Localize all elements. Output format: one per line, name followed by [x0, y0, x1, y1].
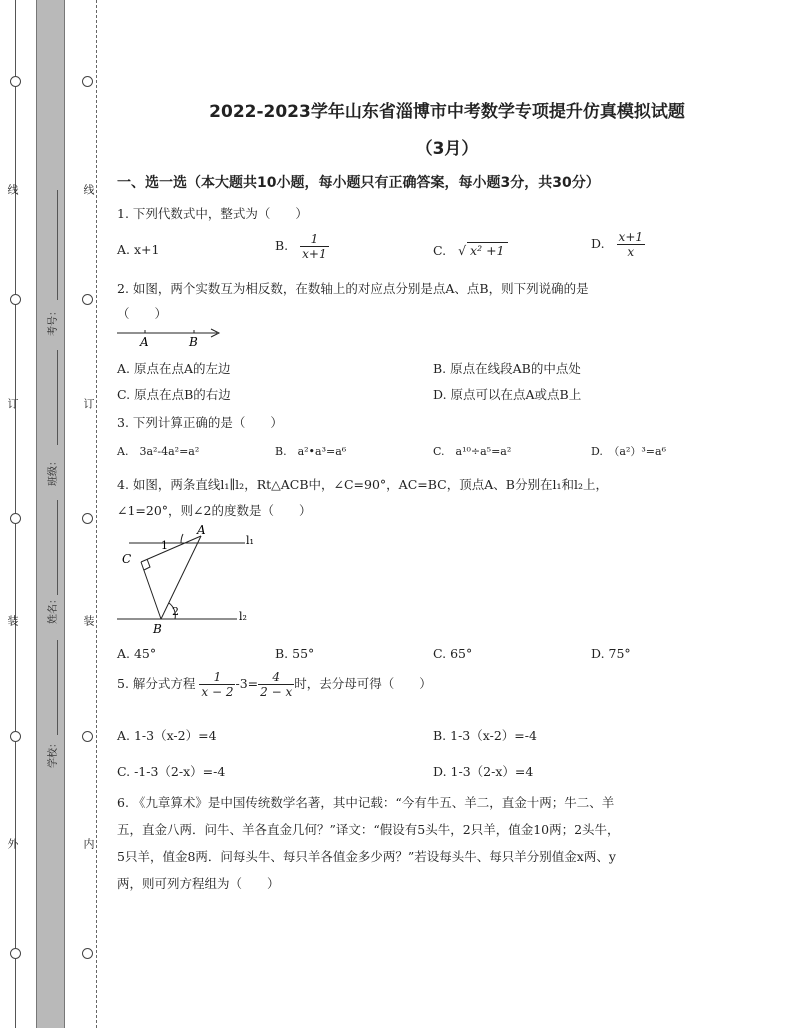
stem-text: 5. 解分式方程: [117, 676, 196, 691]
binding-hole: [82, 513, 93, 524]
vertex-label-a: A: [197, 523, 206, 537]
fraction: [617, 230, 645, 259]
page-title: 2022-2023学年山东省淄博市中考数学专项提升仿真模拟试题: [209, 102, 685, 122]
q4-option-d: D. 75°: [591, 646, 631, 661]
margin-label: 装: [6, 615, 19, 626]
question-6-line: 5只羊，值金8两．问每头牛、每只羊各值金多少两？”若设每头牛、每只羊分别值金x两、y: [117, 849, 616, 864]
q4-option-c: C. 65°: [433, 646, 473, 661]
question-5-stem: [117, 670, 432, 699]
class-blank[interactable]: [57, 350, 58, 445]
point-label-b: B: [189, 335, 198, 349]
fraction: [199, 670, 235, 699]
fraction: [258, 670, 294, 699]
denominator: 2 − x: [260, 685, 293, 699]
option-label: D.: [591, 236, 605, 251]
q1-option-a: A. x+1: [117, 242, 160, 257]
binding-hole: [10, 948, 21, 959]
q4-option-b: B. 55°: [275, 646, 315, 661]
binding-hole: [10, 294, 21, 305]
stem-text: -3=: [235, 676, 259, 691]
q2-option-a: A. 原点在点A的左边: [117, 361, 231, 376]
side-cb: [141, 562, 161, 619]
numerator: 1: [199, 670, 235, 685]
binding-hole: [82, 948, 93, 959]
margin-label: 线: [6, 184, 19, 195]
angle-2-label: 2: [172, 605, 179, 618]
q3-option-a: A. 3a²-4a²=a²: [117, 445, 200, 458]
binding-hole: [82, 294, 93, 305]
q2-option-c: C. 原点在点B的右边: [117, 387, 231, 402]
q5-option-b: B. 1-3（x-2）=-4: [433, 728, 537, 743]
margin-label: 订: [6, 398, 19, 409]
point-label-a: A: [140, 335, 149, 349]
q3-option-b: B. a²•a³=a⁶: [275, 445, 347, 458]
line-label-l1: l₁: [246, 534, 254, 547]
option-label: C.: [433, 243, 447, 258]
binding-hole: [10, 513, 21, 524]
q2-option-b: B. 原点在线段AB的中点处: [433, 361, 581, 376]
sqrt-symbol: √: [458, 243, 467, 258]
class-label: 班级：: [48, 456, 59, 486]
margin-label: 线: [82, 184, 95, 195]
margin-label: 装: [82, 615, 95, 626]
q3-option-d: D. （a²）³=a⁶: [591, 445, 666, 458]
q5-option-a: A. 1-3（x-2）=4: [117, 728, 217, 743]
q4-option-a: A. 45°: [117, 646, 157, 661]
section-heading: 一、选一选（本大题共10小题，每小题只有正确答案，每小题3分，共30分）: [117, 175, 600, 191]
question-6-line: 6. 《九章算术》是中国传统数学名著，其中记载：“今有牛五、羊二，直金十两；牛二、羊: [117, 795, 615, 810]
question-2-stem: 2. 如图，两个实数互为相反数，在数轴上的对应点分别是点A、点B，则下列说确的是: [117, 281, 589, 296]
name-blank[interactable]: [57, 500, 58, 595]
angle-1-arc: [181, 534, 183, 543]
q3-option-c: C. a¹⁰÷a⁵=a²: [433, 445, 512, 458]
denominator: x+1: [302, 247, 327, 261]
question-2-stem-cont: （ ）: [117, 306, 168, 321]
q1-option-c: [433, 242, 508, 258]
exam-number-label: 考号：: [48, 306, 59, 336]
option-label: B.: [275, 238, 289, 253]
stem-text: 时，去分母可得（ ）: [294, 676, 432, 691]
side-ac: [141, 536, 201, 562]
number-line-figure: [117, 324, 227, 350]
q5-option-d: D. 1-3（2-x）=4: [433, 764, 534, 779]
numerator: x+1: [618, 230, 644, 244]
denominator: x: [627, 245, 635, 259]
question-6-line: 五，直金八两．问牛、羊各直金几何？”译文：“假设有5头牛，2只羊，值金10两；2头牛，: [117, 822, 620, 837]
q5-option-c: C. -1-3（2-x）=-4: [117, 764, 226, 779]
question-6-line: 两，则可列方程组为（ ）: [117, 876, 280, 891]
question-3-stem: 3. 下列计算正确的是（ ）: [117, 415, 283, 430]
margin-label: 订: [82, 398, 95, 409]
numerator: 4: [258, 670, 294, 685]
fraction: [300, 232, 328, 261]
margin-label: 内: [82, 838, 95, 849]
vertex-label-c: C: [122, 552, 132, 566]
q1-option-d: [591, 230, 645, 259]
page-subtitle: （3月）: [415, 139, 479, 159]
numerator: 1: [300, 232, 328, 247]
sqrt-radicand: x² +1: [467, 242, 507, 258]
binding-hole: [10, 731, 21, 742]
denominator: x − 2: [201, 685, 234, 699]
angle-1-label: 1: [161, 539, 168, 552]
school-blank[interactable]: [57, 640, 58, 735]
triangle-figure: [117, 522, 267, 638]
q1-option-b: [275, 232, 329, 261]
question-4-stem-cont: ∠1=20°，则∠2的度数是（ ）: [117, 503, 312, 518]
binding-hole: [82, 76, 93, 87]
name-label: 姓名：: [48, 594, 59, 624]
question-4-stem: 4. 如图，两条直线l₁∥l₂，Rt△ACB中，∠C=90°，AC=BC，顶点A、B分别在l₁和l₂上，: [117, 477, 608, 492]
binding-gutter: [36, 0, 65, 1028]
exam-number-blank[interactable]: [57, 190, 58, 300]
school-label: 学校：: [48, 738, 59, 768]
q2-option-d: D. 原点可以在点A或点B上: [433, 387, 582, 402]
margin-line-inner: [96, 0, 97, 1028]
binding-hole: [82, 731, 93, 742]
line-label-l2: l₂: [239, 610, 247, 623]
question-1-stem: 1. 下列代数式中，整式为（ ）: [117, 206, 308, 221]
binding-hole: [10, 76, 21, 87]
margin-label: 外: [6, 838, 19, 849]
vertex-label-b: B: [153, 622, 162, 636]
